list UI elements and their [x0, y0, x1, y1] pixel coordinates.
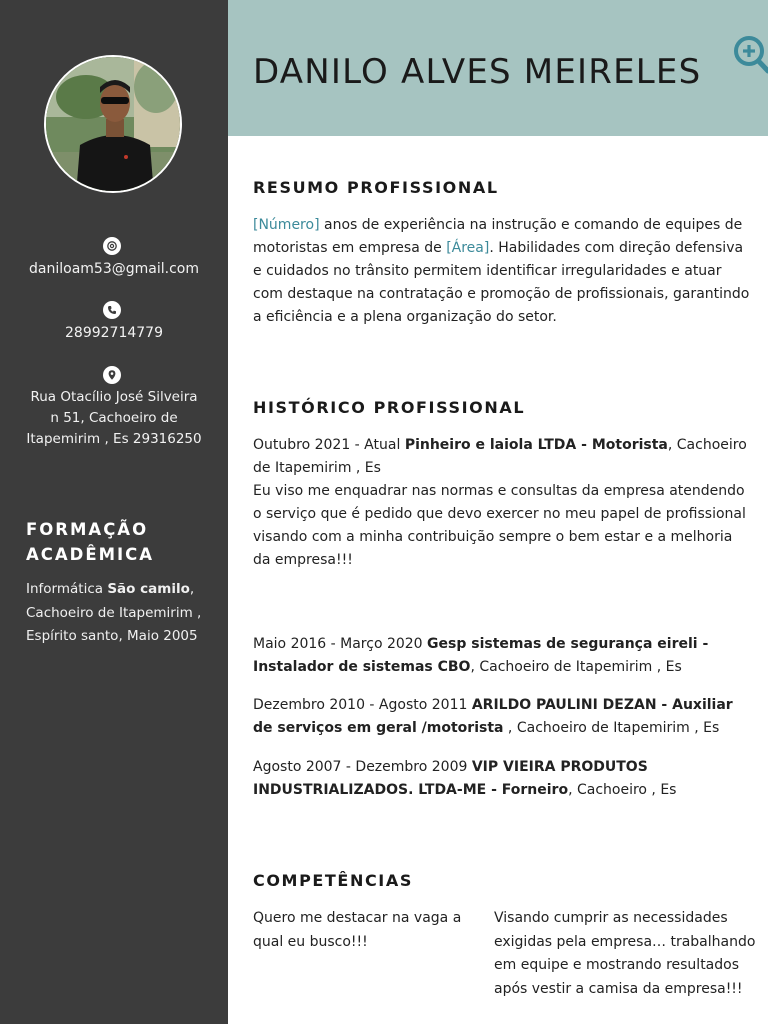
job-dates: Dezembro 2010 - Agosto 2011 [253, 697, 472, 713]
placeholder-number[interactable]: [Número] [253, 217, 320, 233]
job-company: VIP VIEIRA PRODUTOS INDUSTRIALIZADOS. LTDA-ME - [253, 759, 648, 798]
job-dates: Agosto 2007 - Dezembro 2009 [253, 759, 472, 775]
job-entry [253, 756, 753, 802]
address [0, 387, 228, 450]
education-sep: , [189, 581, 195, 597]
job-role: Instalador de sistemas CBO [253, 659, 471, 675]
job-description: Eu viso me enquadrar nas normas e consultas da empresa atendendo o serviço que é pedido que devo exercer no meu papel de profissional visando com a minha contribuição sempre o bem estar e a melhoria da empresa!!! [253, 483, 746, 568]
job-role: Motorista [591, 437, 668, 453]
job-company: ARILDO PAULINI DEZAN - [471, 697, 673, 713]
job-role: Auxiliar de serviços em geral /motorista [253, 697, 733, 736]
job-dates: Maio 2016 - Março 2020 [253, 636, 428, 652]
job-company: Gesp sistemas de segurança eireli - [427, 636, 709, 652]
education-entry [26, 578, 222, 649]
sidebar [0, 0, 228, 1024]
education-heading [26, 517, 216, 567]
job-company: Pinheiro e laiola LTDA - [404, 437, 592, 453]
summary-text-a: anos de experiência na instrução e comando de equipes de motoristas em empresa de [253, 217, 743, 256]
skill-item: Visando cumprir as necessidades exigidas pela empresa… trabalhando em equipe e mostrando resultados após vestir a camisa da empresa!!! [494, 910, 756, 997]
email-address[interactable]: daniloam53@gmail.com [29, 261, 199, 277]
education-location: Cachoeiro de Itapemirim , [26, 604, 202, 621]
job-role: Forneiro [501, 782, 569, 798]
zoom-in-icon[interactable] [732, 34, 768, 76]
summary-text [253, 214, 753, 329]
skills-title: COMPETÊNCIAS [253, 871, 413, 890]
job-location: , Cachoeiro de Itapemirim , Es [503, 720, 720, 736]
address-line: Itapemirim , Es 29316250 [26, 431, 202, 447]
job-entry [253, 633, 753, 679]
summary-title: RESUMO PROFISSIONAL [253, 178, 499, 197]
address-line: n 51, Cachoeiro de [50, 410, 178, 426]
profile-photo [44, 55, 182, 193]
email-icon [103, 237, 121, 255]
education-school: São camilo [107, 581, 190, 597]
education-date: Espírito santo, Maio 2005 [26, 628, 198, 644]
job-location: , Cachoeiro de Itapemirim , Es [253, 437, 747, 476]
education-course: Informática [26, 581, 108, 597]
location-icon [103, 366, 121, 384]
job-location: , Cachoeiro , Es [568, 782, 677, 798]
summary-text-b: . Habilidades com direção defensiva e cuidados no trânsito permitem identificar irregularidades e atuar com destaque na contratação e promoção de profissionais, garantindo a eficiência e a plena organização do setor. [253, 240, 750, 325]
address-line: Rua Otacílio José Silveira [30, 389, 198, 405]
job-location: , Cachoeiro de Itapemirim , Es [470, 659, 682, 675]
candidate-name: DANILO ALVES MEIRELES [253, 52, 702, 92]
education-heading-line: ACADÊMICA [26, 545, 155, 564]
education-heading-line: FORMAÇÃO [26, 520, 149, 539]
placeholder-area[interactable]: [Área] [446, 240, 490, 256]
job-entry [253, 694, 753, 740]
phone-number[interactable]: 28992714779 [65, 325, 163, 341]
history-title: HISTÓRICO PROFISSIONAL [253, 398, 526, 417]
job-dates: Outubro 2021 - Atual [253, 437, 405, 453]
phone-icon [103, 301, 121, 319]
skill-item: Quero me destacar na vaga a qual eu busco!!! [253, 910, 462, 950]
job-entry [253, 434, 753, 572]
